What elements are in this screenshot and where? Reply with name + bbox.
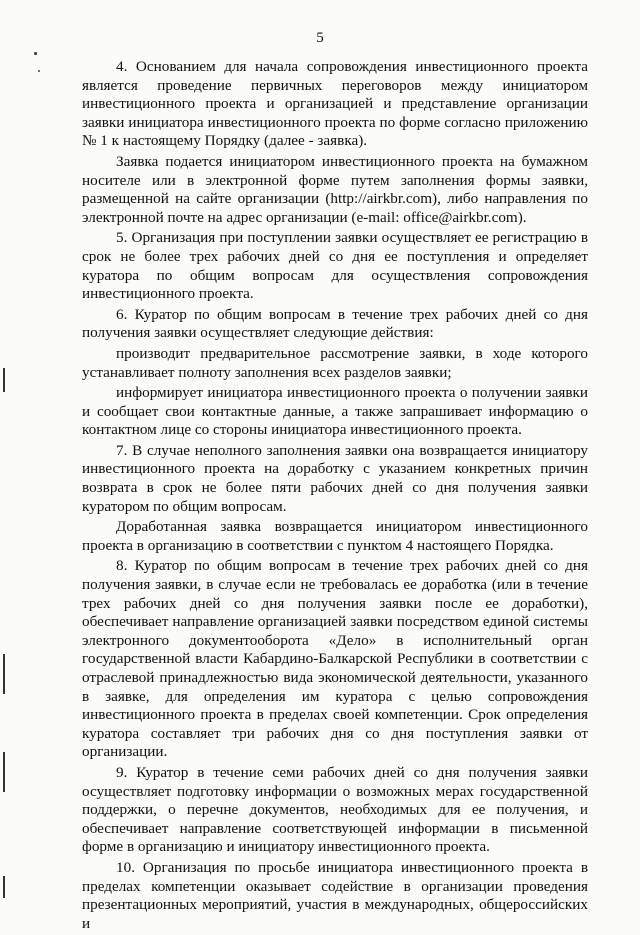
scan-mark bbox=[3, 876, 5, 898]
paragraph-6: 6. Куратор по общим вопросам в течение трех рабочих дней со дня получения заявки осуществляет следующие действия: bbox=[82, 305, 588, 342]
paragraph-6-action-inform: информирует инициатора инвестиционного проекта о получении заявки и сообщает свои контактные данные, а также запрашивает информацию о контактном лице со стороны инициатора инвестиционного проекта. bbox=[82, 384, 588, 439]
paragraph-5: 5. Организация при поступлении заявки осуществляет ее регистрацию в срок не более трех рабочих дней со дня ее поступления и определяет куратора по общим вопросам для осуществления сопровождения инвестиционного проекта. bbox=[82, 229, 588, 303]
paragraph-8: 8. Куратор по общим вопросам в течение трех рабочих дней со дня получения заявки, в случае если не требовалась ее доработка (или в течение трех рабочих дней со дня получения заявки после ее доработки), обеспечивает направление организацией заявки посредством единой системы электронного документооборота «Дело» в исполнительный орган государственной власти Кабардино-Балкарской Республики в соответствии с отраслевой принадлежностью вида экономической деятельности, указанного в заявке, для определения им куратора с целью сопровождения инвестиционного проекта в пределах своей компетенции. Срок определения куратора составляет три рабочих дня со дня поступления заявки от организации. bbox=[82, 557, 588, 761]
page-number: 5 bbox=[316, 30, 324, 46]
document-body bbox=[82, 58, 588, 935]
scan-mark bbox=[3, 368, 5, 392]
scan-mark bbox=[3, 752, 5, 792]
scan-dot bbox=[38, 70, 40, 72]
paragraph-revised-application: Доработанная заявка возвращается инициатором инвестиционного проекта в организацию в соответствии с пунктом 4 настоящего Порядка. bbox=[82, 518, 588, 554]
scan-mark bbox=[3, 654, 5, 694]
paragraph-application-submission: Заявка подается инициатором инвестиционного проекта на бумажном носителе или в электронной форме путем заполнения формы заявки, размещенной на сайте организации (http://airkbr.com), либо направления по электронной почте на адрес организации (e-mail: office@airkbr.com). bbox=[82, 152, 588, 226]
paragraph-6-action-review: производит предварительное рассмотрение заявки, в ходе которого устанавливает полноту заполнения всех разделов заявки; bbox=[82, 344, 588, 381]
paragraph-4: 4. Основанием для начала сопровождения инвестиционного проекта является проведение первичных переговоров между инициатором инвестиционного проекта и организацией и представление организации заявки инициатора инвестиционного проекта по форме согласно приложению № 1 к настоящему Порядку (далее - заявка). bbox=[82, 58, 588, 150]
paragraph-9: 9. Куратор в течение семи рабочих дней со дня получения заявки осуществляет подготовку информации о возможных мерах государственной поддержки, о перечне документов, необходимых для ее получения, и обеспечивает направление соответствующей информации в письменной форме в организацию и инициатору инвестиционного проекта. bbox=[82, 763, 588, 856]
paragraph-7: 7. В случае неполного заполнения заявки она возвращается инициатору инвестиционного проекта на доработку с указанием конкретных причин возврата в срок не более пяти рабочих дней со дня получения заявки куратором по общим вопросам. bbox=[82, 441, 588, 515]
paragraph-10: 10. Организация по просьбе инициатора инвестиционного проекта в пределах компетенции оказывает содействие в организации проведения презентационных мероприятий, участия в международных, общероссийских и bbox=[82, 858, 588, 932]
scan-dot bbox=[34, 52, 37, 55]
